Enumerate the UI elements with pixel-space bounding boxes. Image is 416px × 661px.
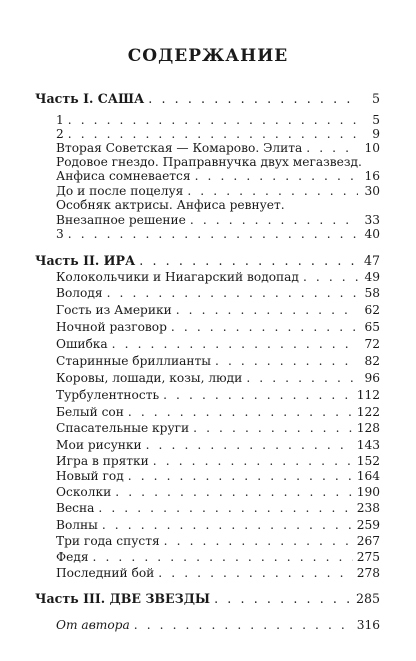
toc-part-entry (35, 254, 380, 268)
toc-entry-label: Три года спустя (56, 534, 160, 548)
toc-page-number: 190 (356, 485, 380, 499)
toc-page-number: 275 (356, 550, 380, 564)
toc-page-number: 128 (356, 421, 380, 435)
toc-leader-dots (112, 337, 358, 351)
toc-entry-label: Ночной разговор (56, 320, 167, 334)
toc-leader-dots (139, 254, 358, 268)
toc-leader-dots (195, 169, 358, 183)
toc-page-number: 62 (364, 303, 380, 317)
toc-entry-label: До и после поцелуя (56, 184, 184, 198)
toc-page-number: 82 (364, 354, 380, 368)
toc-entry-label: Турбулентность (56, 388, 160, 402)
toc-leader-dots (214, 592, 352, 606)
toc-entry (56, 127, 380, 141)
toc-page-number: 65 (364, 320, 380, 334)
toc-entry (56, 169, 380, 183)
toc-entry-label: Весна (56, 501, 95, 515)
toc-leader-dots (303, 270, 358, 284)
toc-leader-dots (148, 92, 358, 106)
toc-entry (56, 213, 380, 227)
toc-entry-label: Колокольчики и Ниагарский водопад (56, 270, 299, 284)
toc-entry (56, 198, 380, 212)
toc-entry (56, 518, 380, 532)
toc-entry-label: 2 (56, 127, 64, 141)
toc-entry (56, 113, 380, 127)
toc-entry (56, 227, 380, 241)
toc-page-number: 33 (364, 213, 380, 227)
toc-entry (56, 303, 380, 317)
toc-entry-label: Белый сон (56, 405, 124, 419)
toc-leader-dots (107, 286, 358, 300)
toc-entry (56, 388, 380, 402)
toc-page-number: 16 (364, 169, 380, 183)
toc-entry-label: Мои рисунки (56, 438, 142, 452)
toc-leader-dots (190, 213, 358, 227)
toc-leader-dots (215, 354, 358, 368)
toc-page-number: 5 (372, 113, 380, 127)
page-title: СОДЕРЖАНИЕ (127, 46, 289, 66)
toc-entry-label: Осколки (56, 485, 112, 499)
toc-entry (56, 550, 380, 564)
toc-leader-dots (134, 618, 353, 632)
toc-leader-dots (164, 534, 353, 548)
toc-entry-label: Ошибка (56, 337, 108, 351)
toc-entry-label: От автора (56, 618, 130, 632)
toc-entry (56, 469, 380, 483)
toc-entry-label: Волны (56, 518, 98, 532)
toc-page-number: 72 (364, 337, 380, 351)
toc-leader-dots (163, 388, 353, 402)
toc-entry-label: Федя (56, 550, 89, 564)
toc-leader-dots (153, 454, 353, 468)
toc-entry (56, 421, 380, 435)
toc-entry (56, 270, 380, 284)
toc-page-number: 164 (356, 469, 380, 483)
toc-page-number: 285 (355, 591, 380, 606)
toc-entry (56, 155, 380, 169)
toc-leader-dots (68, 227, 358, 241)
toc-entry-label: Последний бой (56, 566, 155, 580)
toc-entry (56, 337, 380, 351)
toc-entry-label: Коровы, лошади, козы, люди (56, 371, 243, 385)
toc-entry (56, 534, 380, 548)
toc-entry (56, 354, 380, 368)
toc-entry-label: Володя (56, 286, 103, 300)
toc-page-number: 259 (356, 518, 380, 532)
toc-page-number: 238 (356, 501, 380, 515)
toc-leader-dots (128, 405, 353, 419)
toc-page-number: 278 (356, 566, 380, 580)
toc-entry (56, 454, 380, 468)
toc-entry-label: Родовое гнездо. Праправнучка двух мегазвезд. (56, 155, 362, 169)
toc-entry-label: Старинные бриллианты (56, 354, 211, 368)
toc-leader-dots (158, 566, 352, 580)
toc-page-number: 58 (364, 286, 380, 300)
toc-page-number: 267 (356, 534, 380, 548)
toc-leader-dots (176, 303, 358, 317)
toc-entry-label: Часть III. ДВЕ ЗВЕЗДЫ (35, 591, 211, 606)
toc-page-number: 5 (371, 91, 380, 106)
toc-leader-dots (68, 113, 358, 127)
toc-entry-label: Вторая Советская — Комарово. Элита (56, 141, 303, 155)
toc-entry-label: Внезапное решение (56, 213, 186, 227)
toc-page-number: 112 (356, 388, 380, 402)
toc-entry (56, 184, 380, 198)
toc-entry-label: Часть I. САША (35, 91, 145, 106)
toc-leader-dots (146, 438, 353, 452)
toc-entry-label: Часть II. ИРА (35, 253, 136, 268)
toc-page-number: 49 (364, 270, 380, 284)
toc-page-number: 40 (364, 227, 380, 241)
toc-leader-dots (128, 469, 353, 483)
toc-entry-label: 3 (56, 227, 64, 241)
toc-page-number: 152 (356, 454, 380, 468)
toc-entry (56, 141, 380, 155)
toc-entry-label: Новый год (56, 469, 124, 483)
toc-leader-dots (98, 501, 352, 515)
toc-page-number: 316 (356, 618, 380, 632)
toc-page-number: 143 (356, 438, 380, 452)
toc-leader-dots (193, 421, 353, 435)
toc-part-entry (35, 92, 380, 106)
toc-leader-dots (246, 371, 358, 385)
toc-page-number: 96 (364, 371, 380, 385)
toc-entry (56, 438, 380, 452)
toc-entry-label: Анфиса сомневается (56, 169, 191, 183)
toc-leader-dots (93, 550, 353, 564)
toc-entry (56, 618, 380, 632)
toc-leader-dots (306, 141, 358, 155)
toc-leader-dots (115, 485, 352, 499)
toc-entry-label: Спасательные круги (56, 421, 190, 435)
toc-page-number: 9 (372, 127, 380, 141)
toc-entry-label: Игра в прятки (56, 454, 149, 468)
toc-entry (56, 566, 380, 580)
toc-entry (56, 286, 380, 300)
toc-page-number: 30 (364, 184, 380, 198)
toc-entry-label: Особняк актрисы. Анфиса ревнует. (56, 198, 285, 212)
toc-leader-dots (68, 127, 358, 141)
toc-entry (56, 405, 380, 419)
toc-entry (56, 371, 380, 385)
toc-entry (56, 320, 380, 334)
toc-entry-label: Гость из Америки (56, 303, 172, 317)
toc-entry-label: 1 (56, 113, 64, 127)
toc-leader-dots (102, 518, 353, 532)
toc-page-number: 122 (356, 405, 380, 419)
toc-entry (56, 501, 380, 515)
toc-entry (56, 485, 380, 499)
toc-part-entry (35, 592, 380, 606)
toc-page-number: 47 (363, 253, 380, 268)
toc-page-number: 10 (364, 141, 380, 155)
toc-leader-dots (171, 320, 358, 334)
toc-leader-dots (187, 184, 358, 198)
